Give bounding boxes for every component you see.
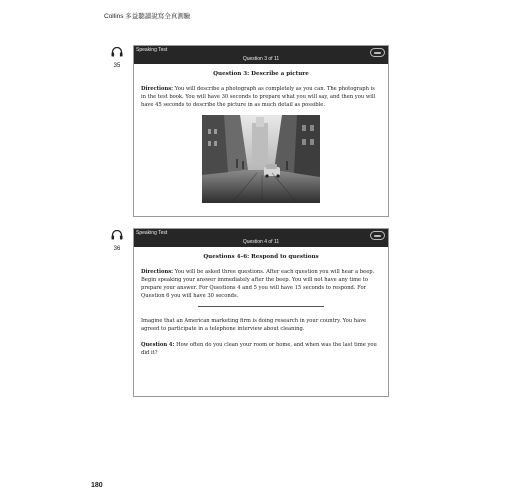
street-scene-photograph [202, 115, 320, 203]
test-title-bar [134, 46, 388, 64]
book-header: Collins 多益聽讀說寫全真測驗 [104, 13, 191, 20]
test-title: Speaking Test [136, 230, 168, 236]
test-title: Speaking Test [136, 47, 168, 53]
directions-label: Directions: [141, 268, 174, 275]
scenario-paragraph: Imagine that an American marketing firm is doing research in your country. You have agreed to participate in a telephone interview about cleaning. [141, 317, 367, 332]
question-text: How often do you clean your room or home, and when was the last time you did it? [141, 342, 377, 357]
directions-text: You will be asked three questions. After each question you will hear a beep. Begin speaking your answer immediately after the beep. You will not have any time to prepare your answer. For Questions 4 and 5 you will have 15 seconds to respond. For Question 6 you will have 30 seconds. [141, 268, 375, 299]
test-logo-icon [370, 231, 385, 240]
directions-paragraph [141, 85, 381, 109]
headphones-icon [111, 47, 123, 57]
speaking-test-panel-q3 [133, 45, 389, 217]
question-heading: Questions 4–6: Respond to questions [203, 254, 319, 260]
divider-line [198, 306, 324, 307]
question-paragraph [141, 341, 381, 357]
track-number: 35 [113, 63, 121, 69]
question-counter: Question 4 of 11 [242, 239, 280, 245]
page-number: 180 [91, 482, 103, 489]
audio-track-36[interactable] [107, 227, 127, 252]
directions-label: Directions: [141, 85, 174, 92]
track-number: 36 [113, 246, 121, 252]
audio-track-35[interactable] [107, 44, 127, 69]
question-heading: Question 3: Describe a picture [213, 71, 309, 77]
directions-text: You will describe a photograph as completely as you can. The photograph is in the test book. You will have 30 seconds to prepare what you will say, and then you will have 45 seconds to describe the picture in as much detail as possible. [141, 85, 376, 108]
question-label: Question 4: [141, 342, 175, 349]
test-logo-icon [370, 48, 385, 57]
speaking-test-panel-q4 [133, 228, 389, 397]
headphones-icon [111, 230, 123, 240]
directions-paragraph [141, 268, 381, 300]
test-title-bar [134, 229, 388, 247]
question-counter: Question 3 of 11 [242, 56, 280, 62]
